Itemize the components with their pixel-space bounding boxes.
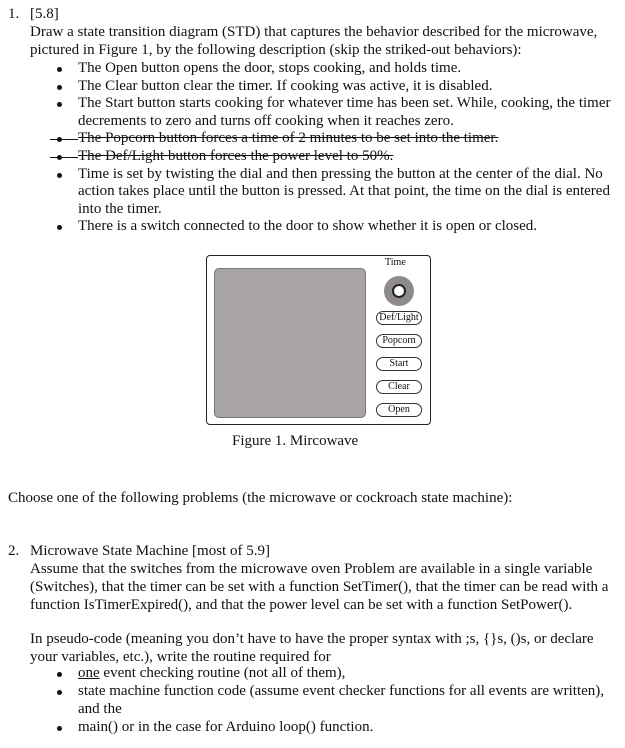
choose-instruction: Choose one of the following problems (the microwave or cockroach state machine): bbox=[8, 490, 513, 506]
question-1-intro-line: pictured in Figure 1, by the following description (skip the striked-out behaviors): bbox=[30, 42, 522, 58]
question-2-bullet bbox=[78, 665, 345, 682]
bullet-icon bbox=[57, 102, 62, 107]
bullet-icon bbox=[57, 85, 62, 90]
start-button: Start bbox=[376, 357, 422, 371]
struck-bullet-text: The Def/Light button forces the power level to 50%. bbox=[78, 148, 394, 164]
time-label: Time bbox=[385, 257, 406, 268]
bullet-text: The Clear button clear the timer. If cooking was active, it is disabled. bbox=[78, 77, 493, 94]
question-2-bullet: state machine function code (assume event checker functions for all events are written), bbox=[78, 683, 605, 699]
struck-bullet-text: The Popcorn button forces a time of 2 minutes to be set into the timer. bbox=[78, 130, 499, 147]
time-dial-icon bbox=[384, 276, 414, 306]
question-1-intro-line: Draw a state transition diagram (STD) that captures the behavior described for the microwave, bbox=[30, 24, 598, 40]
microwave-figure bbox=[206, 255, 431, 425]
question-1-points: [5.8] bbox=[30, 6, 59, 22]
microwave-window bbox=[214, 268, 366, 418]
bullet-text: The Start button starts cooking for whatever time has been set. While, cooking, the timer bbox=[78, 95, 611, 112]
figure-caption: Figure 1. Mircowave bbox=[232, 433, 359, 449]
bullet-text: into the timer. bbox=[78, 200, 162, 217]
bullet-text: event checking routine (not all of them), bbox=[99, 665, 346, 681]
bullet-icon bbox=[57, 690, 62, 695]
bullet-icon bbox=[57, 225, 62, 230]
question-2-bullet: and the bbox=[78, 701, 122, 717]
question-2-para-line: function IsTimerExpired(), and that the power level can be set with a function SetPower(). bbox=[30, 597, 573, 613]
question-2-bullet: main() or in the case for Arduino loop() function. bbox=[78, 719, 374, 735]
strikethrough-line bbox=[50, 139, 78, 140]
question-1-number: 1. bbox=[8, 6, 20, 22]
clear-button: Clear bbox=[376, 380, 422, 394]
bullet-text: action takes place until the button is pressed. At that point, the time on the dial is entered bbox=[78, 183, 610, 200]
question-2-para-line: (Switches), that the timer can be set with a function SetTimer(), that the timer can be read with a bbox=[30, 579, 609, 595]
question-2-title: Microwave State Machine [most of 5.9] bbox=[30, 543, 270, 559]
popcorn-button: Popcorn bbox=[376, 334, 422, 348]
question-2-para-line: In pseudo-code (meaning you don’t have to have the proper syntax with ;s, {}s, ()s, or declare bbox=[30, 631, 594, 647]
bullet-text: decrements to zero and turns off cooking when it reaches zero. bbox=[78, 112, 454, 129]
bullet-text: Time is set by twisting the dial and then pressing the button at the center of the dial. No bbox=[78, 165, 603, 182]
bullet-text: The Open button opens the door, stops cooking, and holds time. bbox=[78, 60, 462, 76]
underlined-word: one bbox=[78, 665, 100, 681]
bullet-icon bbox=[57, 672, 62, 677]
def-light-button: Def/Light bbox=[376, 311, 422, 325]
bullet-text: There is a switch connected to the door to show whether it is open or closed. bbox=[78, 218, 538, 235]
question-2-para-line: Assume that the switches from the microwave oven Problem are available in a single variable bbox=[30, 561, 593, 577]
dial-button-icon bbox=[392, 284, 406, 298]
question-2-para-line: your variables, etc.), write the routine required for bbox=[30, 649, 331, 665]
bullet-icon bbox=[57, 726, 62, 731]
strikethrough-line bbox=[50, 157, 78, 158]
bullet-icon bbox=[57, 67, 62, 72]
question-2-number: 2. bbox=[8, 543, 20, 559]
open-button: Open bbox=[376, 403, 422, 417]
bullet-icon bbox=[57, 173, 62, 178]
